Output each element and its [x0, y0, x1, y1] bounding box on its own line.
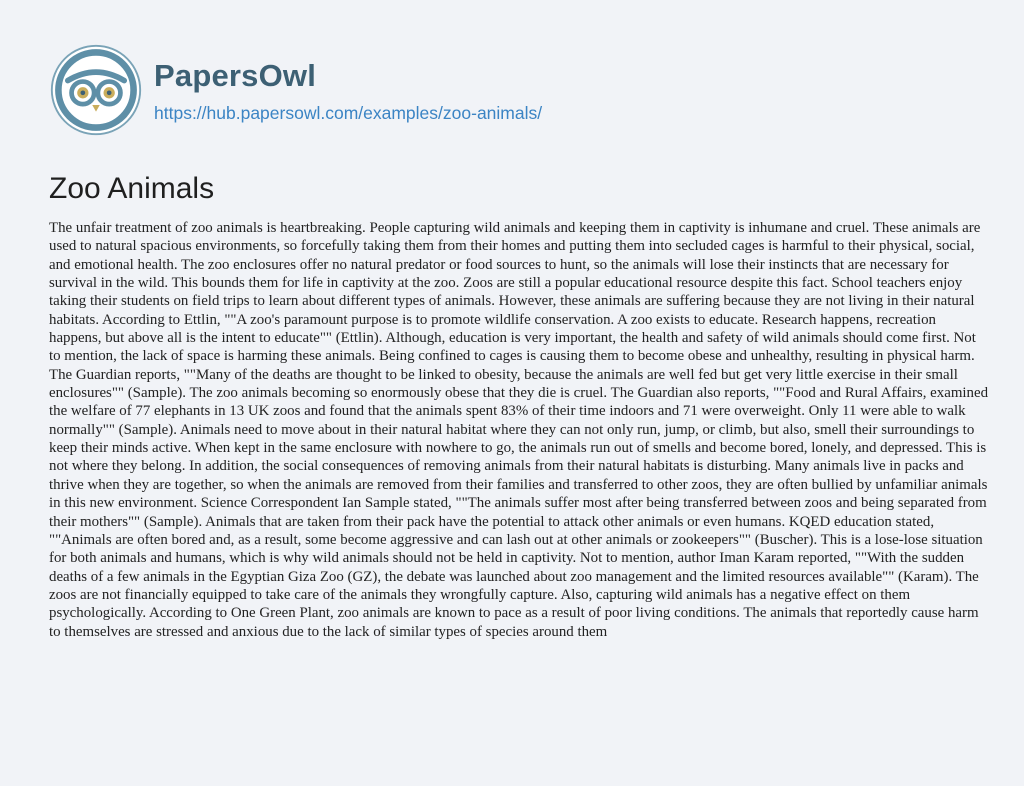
source-url-link[interactable]: https://hub.papersowl.com/examples/zoo-animals/: [154, 102, 543, 123]
document-title: Zoo Animals: [49, 172, 215, 205]
brand-block: [154, 58, 542, 123]
brand-name: PapersOwl: [154, 57, 317, 93]
document-body: The unfair treatment of zoo animals is heartbreaking. People capturing wild animals and keeping them in captivity is inhumane and cruel. These animals are used to natural spacious environments, so forcefully taking them from their homes and putting them into secluded cages is harmful to their physical, social, and emotional health. The zoo enclosures offer no natural predator or food sources to hunt, so the animals will lose their instincts that are necessary for survival in the wild. This bounds them for life in captivity at the zoo. Zoos are still a popular educational resource despite this fact. School teachers enjoy taking their students on field trips to learn about different types of animals. However, these animals are suffering because they are not living in their natural habitats. According to Ettlin, ""A zoo's paramount purpose is to promote wildlife conservation. A zoo exists to educate. Research happens, recreation happens, but above all is the intent to educate"" (Ettlin). Although, education is very important, the health and safety of wild animals should come first. Not to mention, the lack of space is harming these animals. Being confined to cages is causing them to become obese and unhealthy, resulting in physical harm. The Guardian reports, ""Many of the deaths are thought to be linked to obesity, because the animals are well fed but get very little exercise in their small enclosures"" (Sample). The zoo animals becoming so enormously obese that they die is cruel. The Guardian also reports, ""Food and Rural Affairs, examined the welfare of 77 elephants in 13 UK zoos and found that the animals spent 83% of their time indoors and 71 were overweight. Only 11 were able to walk normally"" (Sample). Animals need to move about in their natural habitat where they can not only run, jump, or climb, but also, smell their surroundings to keep their minds active. When kept in the same enclosure with nowhere to go, the animals run out of smells and become bored, lonely, and depressed. This is not where they belong. In addition, the social consequences of removing animals from their natural habitats is disturbing. Many animals live in packs and thrive when they are together, so when the animals are removed from their families and transferred to other zoos, they are often bullied by unfamiliar animals in this new environment. Science Correspondent Ian Sample stated, ""The animals suffer most after being transferred between zoos and being separated from their mothers"" (Sample). Animals that are taken from their pack have the potential to attack other animals or even humans. KQED education stated, ""Animals are often bored and, as a result, some become aggressive and can lash out at other animals or zookeepers"" (Buscher). This is a lose-lose situation for both animals and humans, which is why wild animals should not be held in captivity. Not to mention, author Iman Karam reported, ""With the sudden deaths of a few animals in the Egyptian Giza Zoo (GZ), the debate was launched about zoo management and the limited resources available"" (Karam). The zoos are not financially equipped to take care of the animals they wrongfully capture. Also, capturing wild animals has a negative effect on them psychologically. According to One Green Plant, zoo animals are known to pace as a result of poor living conditions. The animals that reportedly cause harm to themselves are stressed and anxious due to the lack of similar types of species around them: [49, 220, 989, 640]
site-header: [49, 40, 542, 140]
owl-logo-icon: [49, 43, 143, 137]
